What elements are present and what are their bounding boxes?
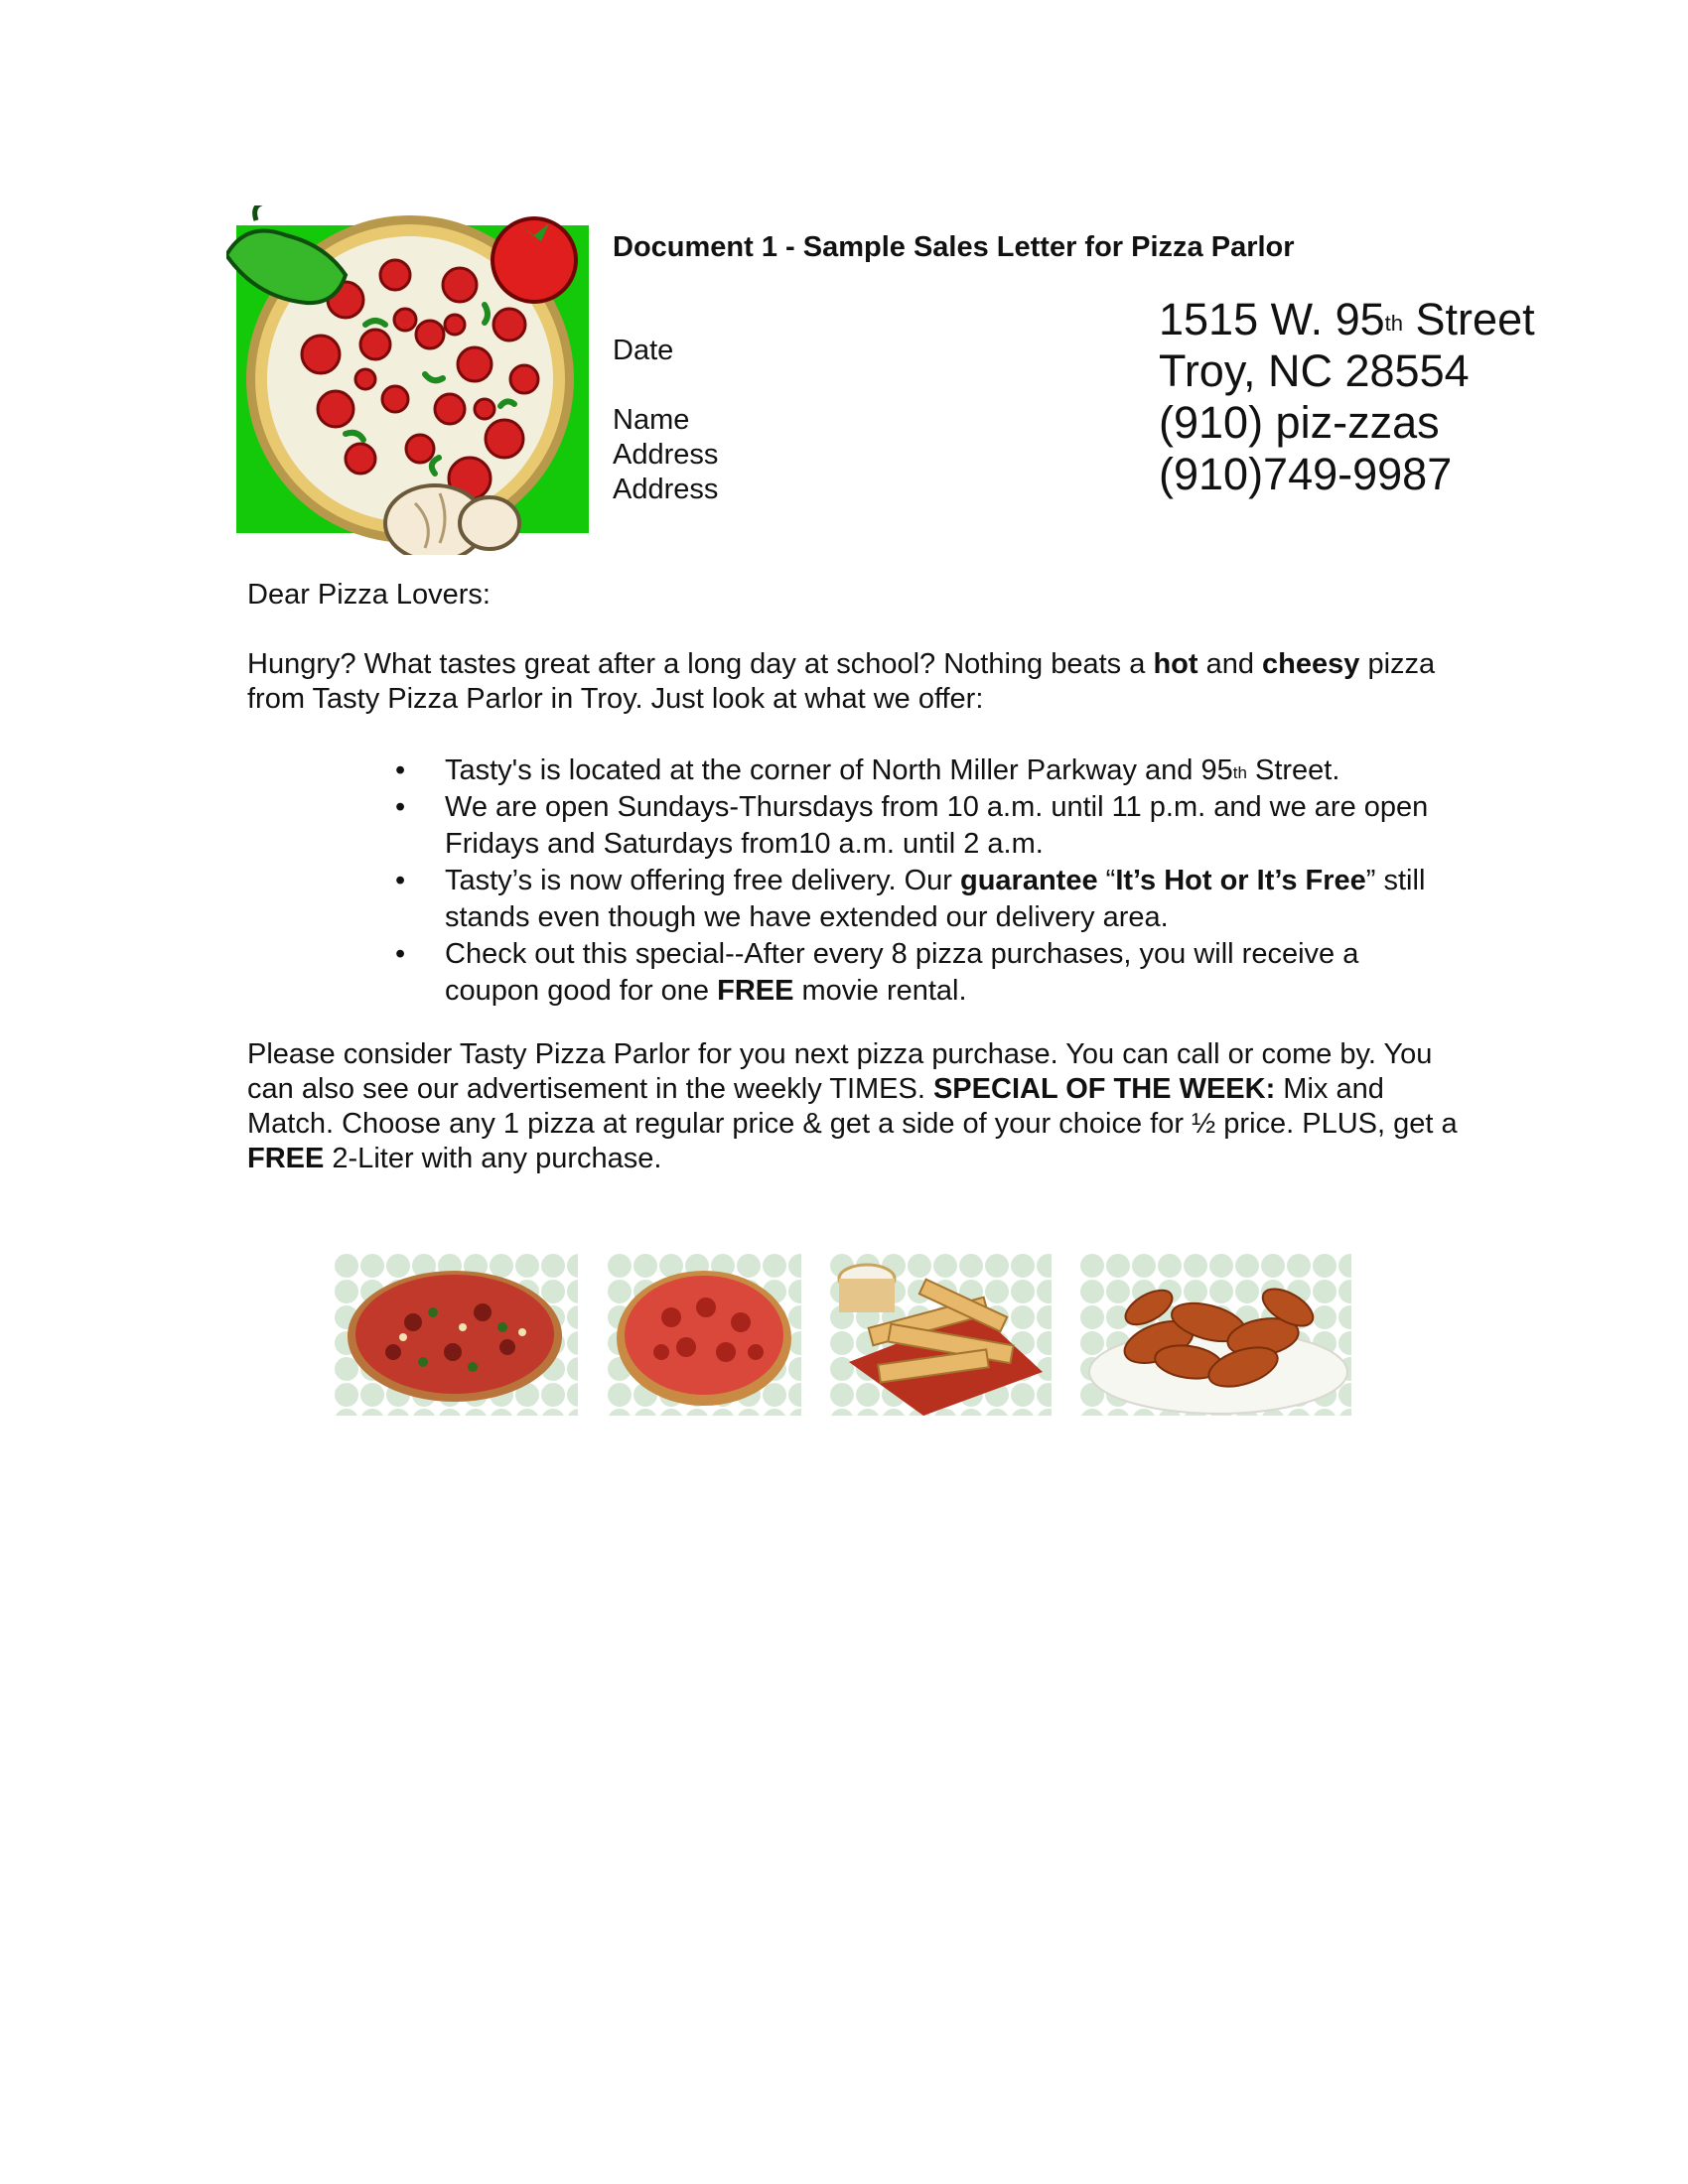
offer-list bbox=[395, 752, 1448, 1010]
closing-paragraph: Please consider Tasty Pizza Parlor for you next pizza purchase. You can call or come by. You can also see our advertisement in the weekly TIMES. SPECIAL OF THE WEEK: Mix and Match. Choose any 1 pizza at regular price & get a side of your choice for ½ price. PLUS, get a FREE 2-Liter with any purchase. bbox=[247, 1038, 1458, 1174]
food-photo-strip bbox=[0, 1253, 1688, 1416]
document-title: Document 1 - Sample Sales Letter for Pizza Parlor bbox=[613, 231, 1295, 263]
offer-item-delivery: • Tasty’s is now offering free delivery. Our guarantee “It’s Hot or It’s Free” still stands even though we have extended our delivery area. bbox=[395, 863, 1448, 936]
sender-phone-digits: (910)749-9987 bbox=[1159, 449, 1453, 499]
date-label: Date bbox=[613, 335, 674, 366]
offer-item-hours: • We are open Sundays-Thursdays from 10 a.m. until 11 p.m. and we are open Fridays and Saturdays from10 a.m. until 2 a.m. bbox=[395, 789, 1448, 863]
intro-paragraph: Hungry? What tastes great after a long day at school? Nothing beats a hot and cheesy pizza from Tasty Pizza Parlor in Troy. Just look at what we offer: bbox=[247, 648, 1436, 715]
offer-item-location: • Tasty's is located at the corner of North Miller Parkway and 95th Street. bbox=[395, 752, 1448, 789]
sender-phone-letters: (910) piz-zzas bbox=[1159, 397, 1440, 448]
name-label: Name bbox=[613, 404, 690, 436]
sender-street: 1515 W. 95th Street bbox=[1159, 294, 1535, 344]
address-line-1: Address bbox=[613, 439, 719, 471]
pizza-logo-icon bbox=[226, 205, 594, 555]
chicken-wings-icon bbox=[1079, 1253, 1351, 1416]
breadsticks-icon bbox=[829, 1253, 1052, 1416]
address-line-2: Address bbox=[613, 474, 719, 505]
recipient-block bbox=[613, 334, 718, 507]
pepperoni-pizza-icon bbox=[607, 1253, 801, 1416]
sender-address-block bbox=[1159, 294, 1535, 500]
sender-city: Troy, NC 28554 bbox=[1159, 345, 1470, 396]
offer-item-special: • Check out this special--After every 8 pizza purchases, you will receive a coupon good for one FREE movie rental. bbox=[395, 936, 1448, 1010]
salutation: Dear Pizza Lovers: bbox=[247, 579, 491, 611]
supreme-pizza-icon bbox=[334, 1253, 578, 1416]
